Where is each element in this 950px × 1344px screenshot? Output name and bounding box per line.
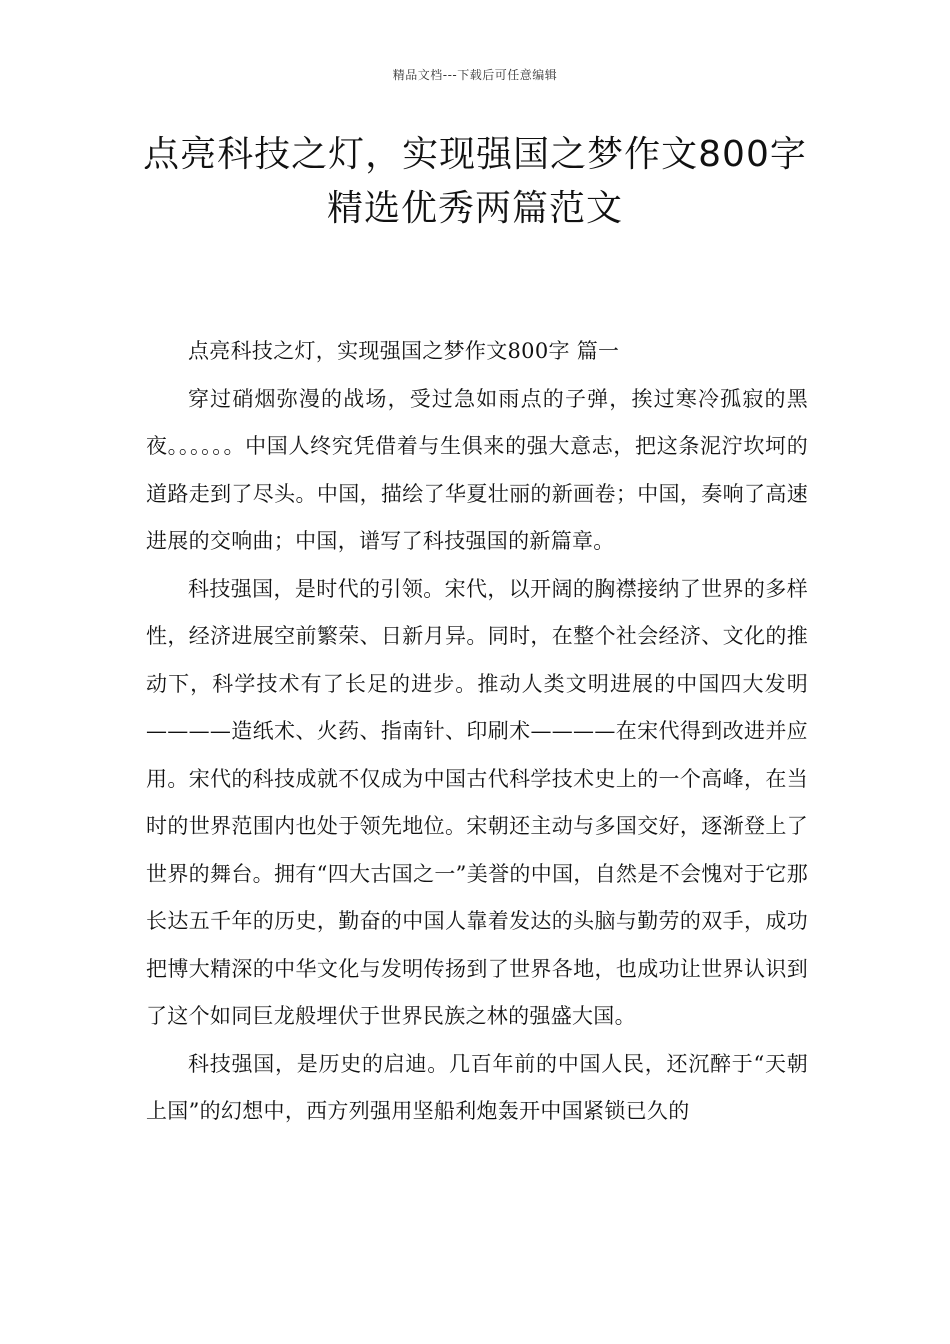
paragraph: 科技强国，是时代的引领。宋代，以开阔的胸襟接纳了世界的多样性，经济进展空前繁荣、日新月异。同时，在整个社会经济、文化的推动下，科学技术有了长足的进步。推动人类文明进展的中国四大发明————造纸术、火药、指南针、印刷术————在宋代得到改进并应用。宋代的科技成就不仅成为中国古代科学技术史上的一个高峰，在当时的世界范围内也处于领先地位。宋朝还主动与多国交好，逐渐登上了世界的舞台。拥有“四大古国之一”美誉的中国，自然是不会愧对于它那长达五千年的历史，勤奋的中国人靠着发达的头脑与勤劳的双手，成功把博大精深的中华文化与发明传扬到了世界各地，也成功让世界认识到了这个如同巨龙般埋伏于世界民族之林的强盛大国。 <box>146 576 808 1028</box>
document-title: 点亮科技之灯，实现强国之梦作文800字精选优秀两篇范文 <box>143 134 807 229</box>
section-heading: 点亮科技之灯，实现强国之梦作文800字 篇一 <box>188 339 620 363</box>
paragraph: 穿过硝烟弥漫的战场，受过急如雨点的子弹，挨过寒冷孤寂的黑夜。。。。。。中国人终究凭借着与生俱来的强大意志，把这条泥泞坎坷的道路走到了尽头。中国，描绘了华夏壮丽的新画卷；中国，奏响了高速进展的交响曲；中国，谱写了科技强国的新篇章。 <box>146 386 808 553</box>
header-note: 精品文档---下载后可任意编辑 <box>392 68 558 82</box>
document-body <box>146 328 808 1136</box>
paragraph: 科技强国，是历史的启迪。几百年前的中国人民，还沉醉于“天朝上国”的幻想中，西方列强用坚船利炮轰开中国紧锁已久的 <box>146 1051 808 1123</box>
